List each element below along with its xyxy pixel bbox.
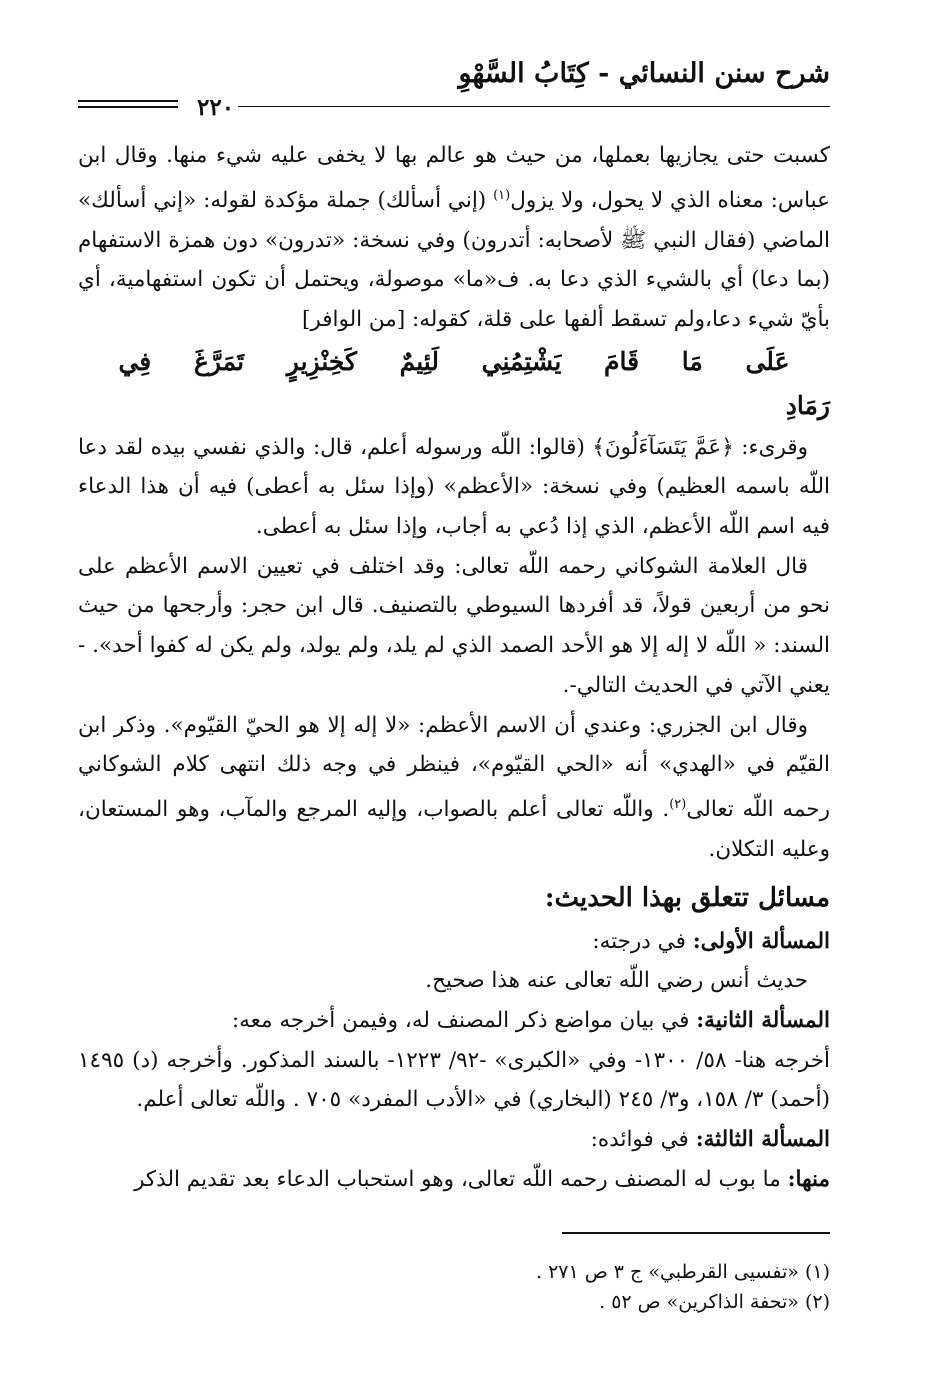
header-double-rule: [78, 100, 178, 112]
question-label: المسألة الثالثة:: [695, 1127, 830, 1153]
item-label: منها:: [787, 1166, 830, 1192]
text-span: كسبت حتى يجازيها بعملها، من حيث هو عالم بها لا يخفى عليه شيء منها. وقال ابن عباس: معناه الذي لا يحول، ولا يزول: [78, 143, 830, 213]
question-label: المسألة الأولى:: [692, 928, 830, 954]
paragraph-2: وقرىء: ﴿عَمَّ يَتَسَآءَلُونَ﴾ (قالوا: اللّه ورسوله أعلم، قال: والذي نفسي بيده لقد دعا اللّه باسمه العظيم) وفي نسخة: «الأعظم» (وإذا سئل به أعطى) فيه أن هذا الدعاء فيه اسم اللّه الأعظم، الذي إذا دُعي به أجاب، وإذا سئل به أعطى.: [78, 434, 830, 540]
text-span: (إني أسألك) جملة مؤكدة لقوله: «إني أسألك» الماضي (فقال النبي ﷺ لأصحابه: أتدرون) وفي نسخة: «تدرون» دون همزة الاستفهام (بما دعا) أي بالشيء الذي دعا به. ف«ما» موصولة، ويحتمل أن تكون استفهامية، أي بأيّ شيء دعا،ولم تسقط ألفها على قلة، كقوله: [من الوافر]: [78, 187, 830, 332]
question-3-body: [78, 1160, 830, 1200]
question-2-body: أخرجه هنا- ٥٨/ ١٣٠٠- وفي «الكبرى» -٩٢/ ١٢٢٣- بالسند المذكور. وأخرجه (د) ١٤٩٥ (أحمد) ٣/ ١٥٨، و٣/ ٢٤٥ (البخاري) في «الأدب المفرد» ٧٠٥ . واللّه تعالى أعلم.: [78, 1047, 831, 1113]
page-number: ٢٢٠: [193, 94, 238, 121]
footnote-ref-2: (٢): [669, 797, 687, 812]
question-text: في فوائده:: [590, 1127, 696, 1153]
footnotes: [78, 1257, 830, 1317]
poetry-verse: عَلَى مَا قَامَ يَشْتِمُنِي لَئِيمٌ كَخِنْزِيرٍ تَمَرَّغَ فِي رَمَادِ: [118, 346, 830, 420]
paragraph-3: قال العلامة الشوكاني رحمه اللّه تعالى: وقد اختلف في تعيين الاسم الأعظم على نحو من أربعين قولاً، قد أفردها السيوطي بالتصنيف. قال ابن حجر: وأرجحها من حيث السند: « اللّه لا إله إلا هو الأحد الصمد الذي لم يلد، ولم يولد، ولم يكن له كفوا أحد». - يعني الآتي في الحديث التالي-.: [78, 553, 830, 698]
question-text: في درجته:: [592, 928, 693, 954]
text-span: . واللّه تعالى أعلم بالصواب، وإليه المرجع والمآب، وهو المستعان، وعليه التكلان.: [78, 797, 830, 862]
footnote-separator: [562, 1232, 830, 1234]
item-text: ما بوب له المصنف رحمه اللّه تعالى، وهو استحباب الدعاء بعد تقديم الذكر: [134, 1166, 788, 1192]
question-2: [78, 1001, 830, 1041]
footnote-2: (٢) «تحفة الذاكرين» ص ٥٢ .: [599, 1291, 830, 1313]
header-rule: [238, 106, 830, 107]
question-1: [78, 922, 830, 962]
paragraph-4: [78, 706, 830, 870]
footnote-1: (١) «تفسيى القرطبي» ج ٣ ص ٢٧١ .: [536, 1261, 830, 1283]
running-title: شرح سنن النسائي - كِتَابُ السَّهْوِ: [458, 58, 830, 89]
question-1-body: حديث أنس رضي اللّه تعالى عنه هذا صحيح.: [425, 968, 808, 994]
page-header: [78, 52, 830, 121]
section-heading: مسائل تتعلق بهذا الحديث:: [544, 882, 830, 913]
page-number-area: [78, 94, 238, 121]
question-text: في بيان مواضع ذكر المصنف له، وفيمن أخرجه معه:: [231, 1007, 697, 1033]
question-label: المسألة الثانية:: [696, 1007, 830, 1033]
text-span: وقال ابن الجزري: وعندي أن الاسم الأعظم: «لا إله إلا هو الحيّ القيّوم». وذكر ابن القيّم في «الهدي» أنه «الحي القيّوم»، فينظر في وجه ذلك انتهى كلام الشوكاني رحمه اللّه تعالى: [78, 712, 830, 823]
question-3: [78, 1120, 830, 1160]
footnote-ref-1: (١): [493, 187, 511, 203]
book-page: [78, 52, 830, 1352]
paragraph-1: [78, 136, 830, 340]
main-text: [78, 136, 830, 1199]
